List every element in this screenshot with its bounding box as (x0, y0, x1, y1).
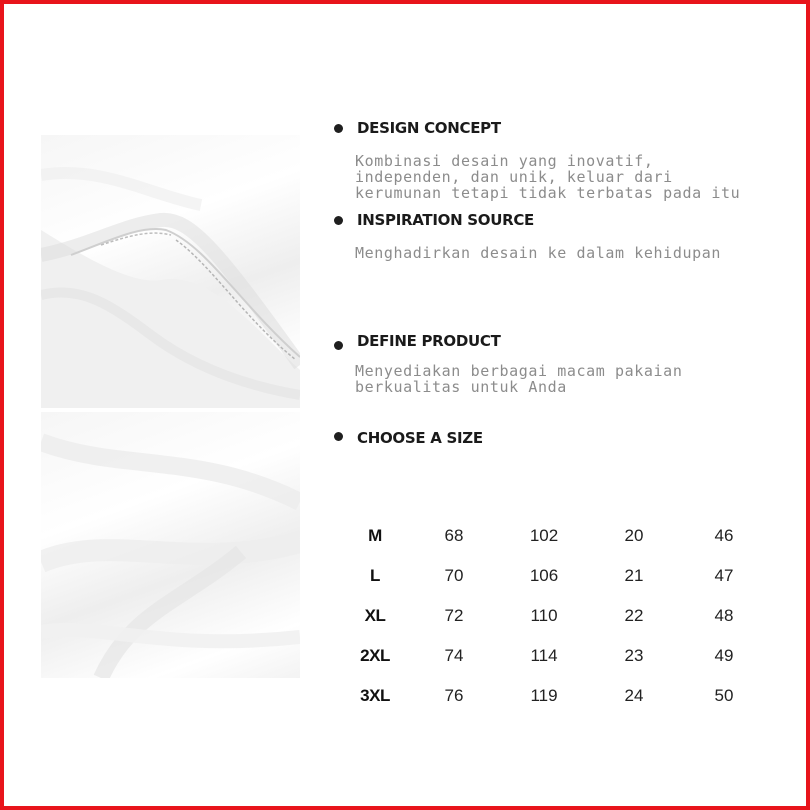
size-value: 119 (530, 686, 558, 705)
size-value: 114 (530, 646, 558, 665)
section-description-design-concept: Kombinasi desain yang inovatif, independen, dan unik, keluar dari kerumunan tetapi tidak terbatas pada itu (355, 152, 741, 202)
size-value: 47 (714, 566, 734, 585)
size-value: 102 (529, 526, 559, 545)
size-label: M (368, 526, 382, 545)
section-description-define-product: Menyediakan berbagai macam pakaian berkualitas untuk Anda (355, 362, 683, 396)
fabric-hem-photo (41, 135, 300, 408)
size-value: 23 (624, 646, 644, 665)
section-heading-inspiration-source: INSPIRATION SOURCE (357, 211, 534, 229)
size-value: 70 (444, 566, 464, 585)
size-value: 68 (444, 526, 464, 545)
size-value: 50 (714, 686, 734, 705)
size-value: 48 (714, 606, 734, 625)
section-description-inspiration-source: Menghadirkan desain ke dalam kehidupan (355, 244, 721, 262)
size-value: 22 (624, 606, 644, 625)
size-value: 46 (714, 526, 734, 545)
size-value: 24 (624, 686, 644, 705)
fabric-hem-illustration (41, 135, 300, 408)
bullet-icon (334, 341, 343, 350)
section-heading-design-concept: DESIGN CONCEPT (357, 119, 501, 137)
size-label: L (370, 566, 380, 585)
size-label: XL (364, 606, 386, 625)
size-value: 21 (624, 566, 644, 585)
size-value: 110 (530, 606, 558, 625)
size-label: 2XL (360, 646, 390, 665)
fabric-texture-photo (41, 412, 300, 678)
bullet-icon (334, 216, 343, 225)
size-value: 106 (529, 566, 559, 585)
section-heading-define-product: DEFINE PRODUCT (357, 332, 501, 350)
size-value: 76 (444, 686, 464, 705)
size-value: 72 (444, 606, 464, 625)
size-value: 20 (624, 526, 644, 545)
bullet-icon (334, 124, 343, 133)
size-value: 49 (714, 646, 734, 665)
fabric-texture-illustration (41, 412, 300, 678)
section-heading-choose-size: CHOOSE A SIZE (357, 429, 483, 447)
size-value: 74 (444, 646, 464, 665)
size-label: 3XL (360, 686, 390, 705)
bullet-icon (334, 432, 343, 441)
